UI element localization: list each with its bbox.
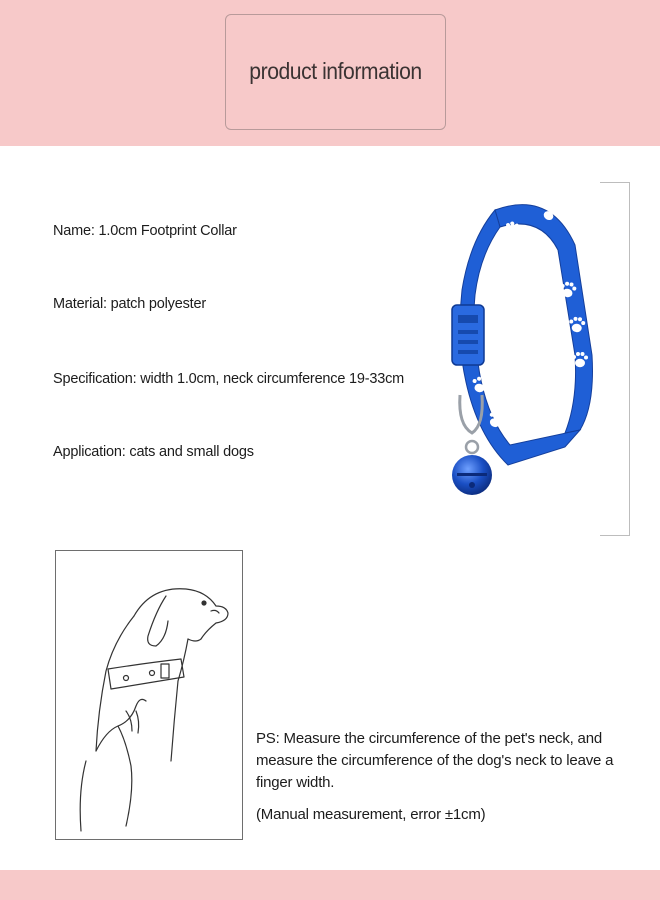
title-frame <box>225 14 446 130</box>
spec-specification: Specification: width 1.0cm, neck circumference 19-33cm <box>53 371 405 387</box>
spec-application: Application: cats and small dogs <box>53 444 254 460</box>
collar-illustration <box>400 185 600 535</box>
spec-name: Name: 1.0cm Footprint Collar <box>53 223 237 239</box>
header-band <box>0 0 660 146</box>
image-bracket <box>600 182 630 536</box>
measurement-note: (Manual measurement, error ±1cm) <box>256 806 486 823</box>
measurement-instructions: PS: Measure the circumference of the pet's neck, and measure the circumference of the dog's neck to leave a finger width. <box>256 730 614 791</box>
collar-image <box>400 185 600 535</box>
page-title: product information <box>249 58 422 84</box>
spec-material: Material: patch polyester <box>53 296 206 312</box>
dog-measurement-image <box>55 550 243 840</box>
footer-band <box>0 870 660 900</box>
dog-sketch <box>56 551 242 839</box>
